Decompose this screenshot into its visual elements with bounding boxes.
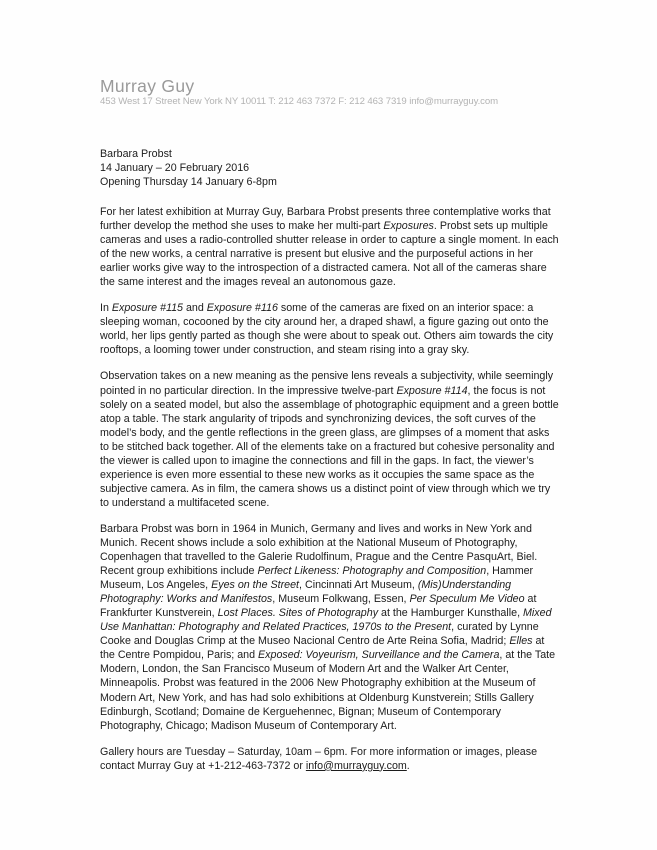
exhibition-dates: 14 January – 20 February 2016 (100, 162, 250, 174)
letterhead (100, 76, 620, 108)
paragraph-intro: For her latest exhibition at Murray Guy, Barbara Probst presents three contemplative works that further develop the method she uses to make her multi-part Exposures. Probst sets up multiple cameras and uses a radio-controlled shutter release in order to capture a single moment. In each of the new works, a central narrative is present but elusive and the purposeful actions in her earlier works give way to the introspection of a distracted camera. Not all of the cameras share the same interest and the images reveal an autonomous gaze. (100, 206, 559, 289)
exhibition-header (100, 147, 277, 189)
paragraph-exposure-114: Observation takes on a new meaning as the pensive lens reveals a subjectivity, while seemingly pointed in no particular direction. In the impressive twelve-part Exposure #114, the focus is not solely on a seated model, but also the assemblage of photographic equipment and a green bottle atop a table. The stark angularity of tripods and synchronizing devices, the soft curves of the model’s body, and the gentle reflections in the green glass, are glimpses of a moment that asks to be stitched back together. All of the elements take on a fractured but cohesive personality and the viewer is called upon to imagine the connections and fill in the gaps. In fact, the viewer’s experience is even more essential to these new works as it occupies the same space as the subjective camera. As in film, the camera shows us a distinct point of view through which we try to understand a multifaceted scene. (100, 370, 559, 509)
paragraph-biography: Barbara Probst was born in 1964 in Munich, Germany and lives and works in New York and Munich. Recent shows include a solo exhibition at the National Museum of Photography, Copenhagen that travelled to the Galerie Rudolfinum, Prague and the Centre PasquArt, Biel. Recent group exhibitions include Perfect Likeness: Photography and Composition, Hammer Museum, Los Angeles, Eyes on the Street, Cincinnati Art Museum, (Mis)Understanding Photography: Works and Manifestos, Museum Folkwang, Essen, Per Speculum Me Video at Frankfurter Kunstverein, Lost Places. Sites of Photography at the Hamburger Kunsthalle, Mixed Use Manhattan: Photography and Related Practices, 1970s to the Present, curated by Lynne Cooke and Douglas Crimp at the Museo Nacional Centro de Arte Reina Sofia, Madrid; Elles at the Centre Pompidou, Paris; and Exposed: Voyeurism, Surveillance and the Camera, at the Tate Modern, London, the San Francisco Museum of Modern Art and the Walker Art Center, Minneapolis. Probst was featured in the 2006 New Photography exhibition at the Museum of Modern Art, New York, and has had solo exhibitions at Oldenburg Kunstverein; Stills Gallery Edinburgh, Scotland; Domaine de Kerguehennec, Bignan; Museum of Contemporary Photography, Chicago; Madison Museum of Contemporary Art. (100, 522, 556, 732)
email-link[interactable]: info@murrayguy.com (305, 759, 407, 772)
opening-info: Opening Thursday 14 January 6-8pm (100, 176, 277, 188)
paragraph-exposures-115-116: In Exposure #115 and Exposure #116 some of the cameras are fixed on an interior space: a sleeping woman, cocooned by the city around her, a draped shawl, a figure gazing out onto the world, her lips gently parted as though she were about to speak out. Others aim towards the city rooftops, a looming tower under construction, and steam rising into a gray sky. (100, 302, 554, 357)
body-text (100, 205, 560, 785)
artist-name: Barbara Probst (100, 148, 172, 160)
paragraph-contact: Gallery hours are Tuesday – Saturday, 10am – 6pm. For more information or images, please contact Murray Guy at +1-212-463-7372 or info@murrayguy.com. (100, 745, 538, 772)
gallery-name: Murray Guy (100, 76, 195, 96)
gallery-address: 453 West 17 Street New York NY 10011 T: 212 463 7372 F: 212 463 7319 info@murrayguy.com (100, 96, 499, 107)
